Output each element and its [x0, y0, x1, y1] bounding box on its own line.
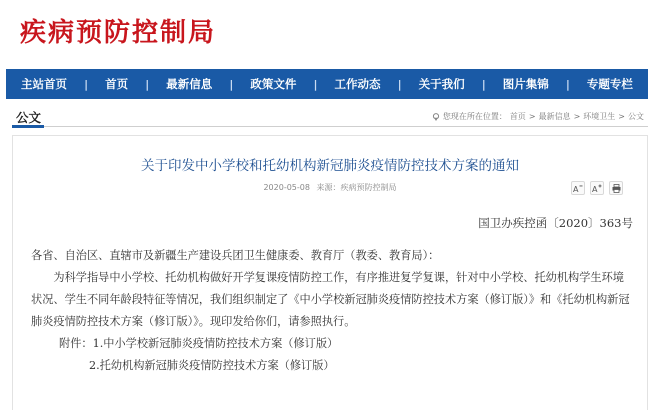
- main-navbar: [6, 69, 648, 99]
- article-date: 2020-05-08: [263, 183, 310, 192]
- section-underline: [12, 125, 44, 128]
- font-increase-button[interactable]: [590, 181, 604, 195]
- nav-item-policy-documents[interactable]: 政策文件: [250, 77, 297, 91]
- article-container: [12, 135, 648, 410]
- nav-separator: |: [229, 77, 234, 91]
- font-increase-icon: [592, 184, 602, 193]
- breadcrumb-prefix: 您现在所在位置：: [442, 112, 507, 121]
- addressee-line: 各省、自治区、直辖市及新疆生产建设兵团卫生健康委、教育厅（教委、教育局）：: [31, 249, 440, 262]
- nav-item-work-updates[interactable]: 工作动态: [334, 77, 381, 91]
- article-tools: [571, 181, 623, 195]
- font-decrease-icon: [573, 184, 583, 193]
- breadcrumb-separator: >: [618, 112, 625, 121]
- breadcrumb-current: 公文: [628, 112, 644, 121]
- svg-text:A: A: [592, 184, 598, 193]
- nav-item-special-topics[interactable]: 专题专栏: [586, 77, 633, 91]
- body-paragraph: 为科学指导中小学校、托幼机构做好开学复课疫情防控工作，有序推进复学复课，针对中小学校、托幼机构学生环境状况、学生不同年龄段特征等情况，我们组织制定了《中小学校新冠肺炎疫情防控技术方案（修订版）》和《托幼机构新冠肺炎疫情防控技术方案（修订版）》。现印发给你们，请参照执行。: [31, 271, 630, 328]
- attachment-item: [31, 355, 631, 377]
- section-label: 公文: [16, 110, 42, 125]
- attachment-link-2[interactable]: 2.托幼机构新冠肺炎疫情防控技术方案（修订版）: [89, 359, 335, 372]
- breadcrumb-latest-info-link[interactable]: 最新信息: [538, 112, 571, 121]
- breadcrumb: [432, 111, 644, 122]
- nav-item-main-home[interactable]: 主站首页: [21, 77, 68, 91]
- article-source: 来源：疾病预防控制局: [316, 183, 397, 192]
- location-pin-icon: [432, 113, 440, 121]
- document-number: 国卫办疾控函〔2020〕363号: [478, 216, 633, 230]
- svg-text:A: A: [573, 184, 579, 193]
- breadcrumb-separator: >: [573, 112, 581, 121]
- nav-separator: |: [397, 77, 402, 91]
- nav-separator: |: [313, 77, 318, 91]
- attachment-item: [31, 333, 631, 355]
- nav-separator: |: [481, 77, 486, 91]
- site-title: 疾病预防控制局: [20, 18, 217, 48]
- nav-separator: |: [145, 77, 150, 91]
- printer-icon: [612, 184, 621, 193]
- section-header: [12, 105, 648, 127]
- attachment-link-1[interactable]: 1.中小学校新冠肺炎疫情防控技术方案（修订版）: [92, 337, 339, 350]
- print-button[interactable]: [609, 181, 623, 195]
- breadcrumb-home-link[interactable]: 首页: [509, 112, 526, 121]
- font-decrease-button[interactable]: [571, 181, 585, 195]
- nav-separator: |: [565, 77, 570, 91]
- breadcrumb-separator: >: [528, 112, 536, 121]
- breadcrumb-environment-link[interactable]: 环境卫生: [583, 112, 616, 121]
- attachments-label: 附件：: [59, 337, 93, 350]
- nav-item-latest-info[interactable]: 最新信息: [166, 77, 213, 91]
- nav-separator: |: [84, 77, 89, 91]
- article-meta: [13, 182, 647, 193]
- nav-item-home[interactable]: 首页: [105, 77, 129, 91]
- nav-item-photo-gallery[interactable]: 图片集锦: [502, 77, 549, 91]
- article-title: 关于印发中小学校和托幼机构新冠肺炎疫情防控技术方案的通知: [141, 158, 519, 174]
- nav-item-about-us[interactable]: 关于我们: [418, 77, 465, 91]
- article-body: [31, 245, 631, 377]
